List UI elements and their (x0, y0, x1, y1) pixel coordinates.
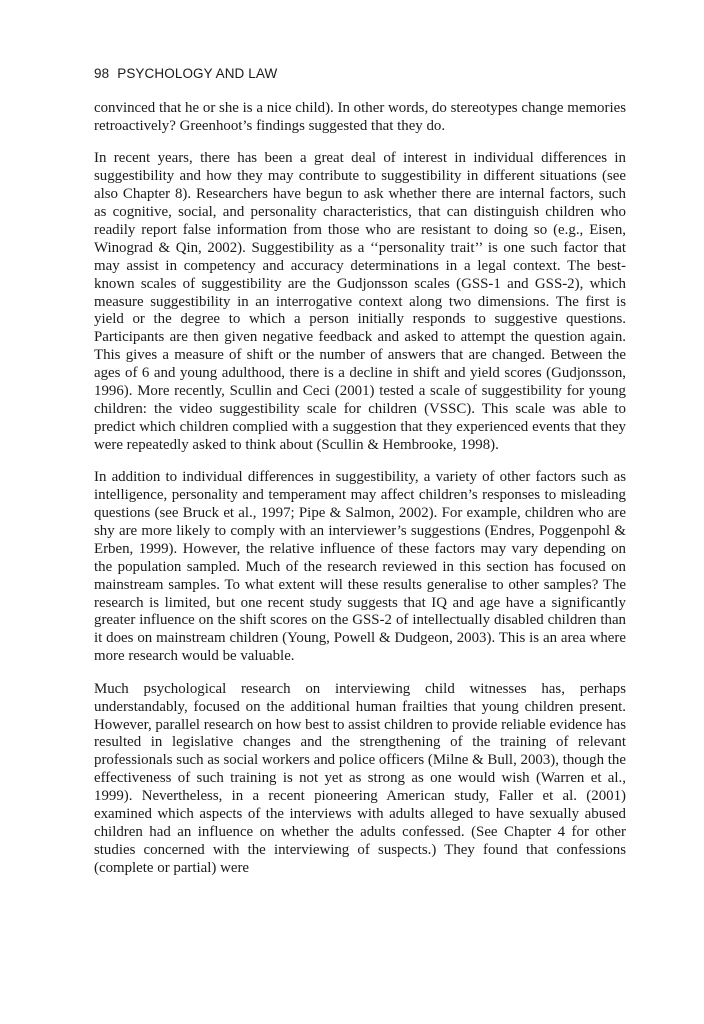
running-title: PSYCHOLOGY AND LAW (117, 66, 278, 81)
paragraph-other-factors: In addition to individual differences in suggestibility, a variety of other factors such as intelligence, personality and temperament may affect children’s responses to misleading questions (see Bruck et al., 1997; Pipe & Salmon, 2002). For example, children who are shy are more likely to comply with an interviewer’s suggestions (Endres, Poggenpohl & Erben, 1999). However, the relative influence of these factors may vary depending on the population sampled. Much of the research reviewed in this section has focused on mainstream samples. To what extent will these results generalise to other samples? The research is limited, but one recent study suggests that IQ and age have a significantly greater influence on the shift scores on the GSS-2 of intellectually disabled children than it does on mainstream children (Young, Powell & Dudgeon, 2003). This is an area where more research would be valuable. (94, 469, 626, 665)
paragraph-suggestibility-differences: In recent years, there has been a great deal of interest in individual differences in suggestibility and how they may contribute to suggestibility in different situations (see also Chapter 8). Researchers have begun to ask whether there are internal factors, such as cognitive, social, and personality characteristics, that can distinguish children who readily report false information from those who are resistant to doing so (e.g., Eisen, Winograd & Qin, 2002). Suggestibility as a ‘‘personality trait’’ is one such factor that may assist in competency and accuracy determinations in a legal context. The best-known scales of suggestibility are the Gudjonsson scales (GSS-1 and GSS-2), which measure suggestibility in an interrogative context along two dimensions. The first is yield or the degree to which a person initially responds to suggestive questions. Participants are then given negative feedback and asked to attempt the question again. This gives a measure of shift or the number of answers that are changed. Between the ages of 6 and young adulthood, there is a decline in shift and yield scores (Gudjonsson, 1996). More recently, Scullin and Ceci (2001) tested a scale of suggestibility for young children: the video suggestibility scale for children (VSSC). This scale was able to predict which children complied with a suggestion that they experienced events that they were repeatedly asked to think about (Scullin & Hembrooke, 1998). (94, 150, 626, 453)
running-head (94, 66, 277, 81)
page-number: 98 (94, 66, 110, 81)
paragraph-continuation: convinced that he or she is a nice child). In other words, do stereotypes change memories retroactively? Greenhoot’s findings suggested that they do. (94, 100, 626, 134)
body-text (94, 100, 626, 892)
paragraph-interviewing-research: Much psychological research on interviewing child witnesses has, perhaps understandably, focused on the additional human frailties that young children present. However, parallel research on how best to assist children to provide reliable evidence has resulted in legislative changes and the strengthening of the training of relevant professionals such as social workers and police officers (Milne & Bull, 2003), though the effectiveness of such training is not yet as strong as one would wish (Warren et al., 1999). Nevertheless, in a recent pioneering American study, Faller et al. (2001) examined which aspects of the interviews with adults alleged to have sexually abused children had an influence on whether the adults confessed. (See Chapter 4 for other studies concerned with the interviewing of suspects.) They found that confessions (complete or partial) were (94, 680, 626, 876)
